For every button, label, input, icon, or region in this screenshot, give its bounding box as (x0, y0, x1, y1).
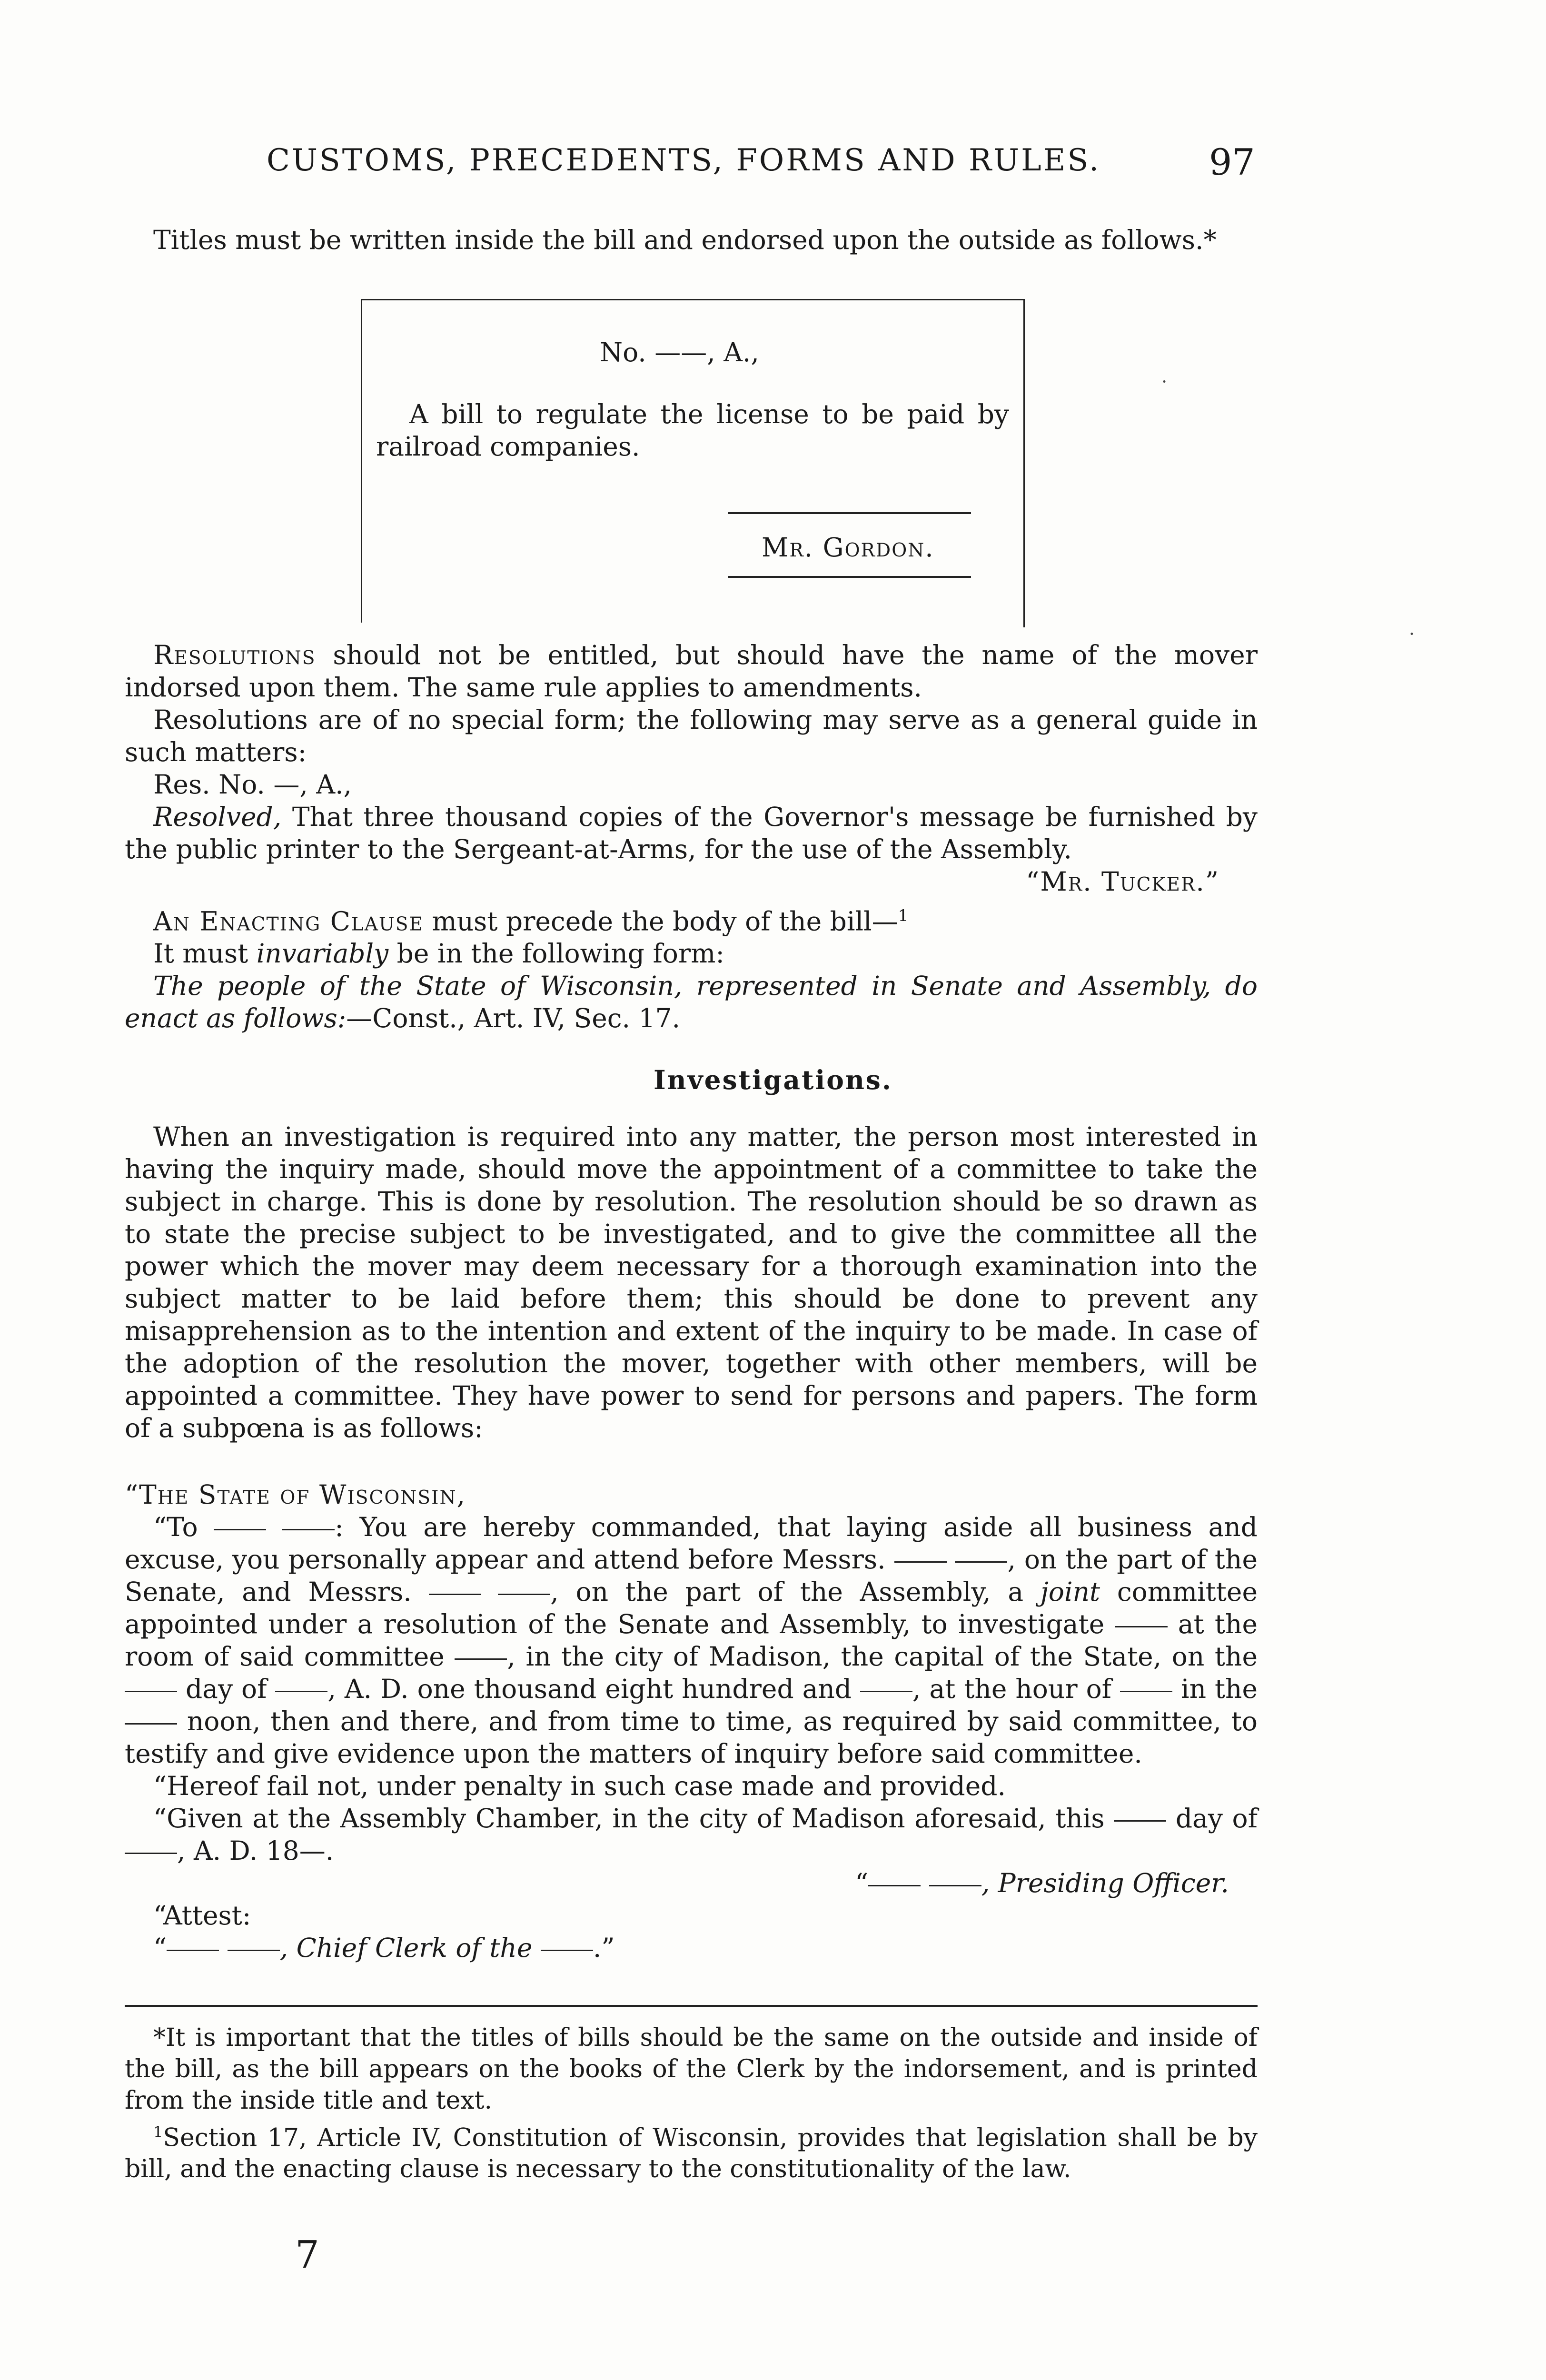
enacting-form (125, 970, 1258, 1034)
box-mover: Mr. Gordon. (762, 532, 934, 563)
subpoena-clerk: “ , Chief Clerk of the .” (153, 1933, 615, 1963)
subpoena-command: “To : You are hereby commanded, that laying aside all business and excuse, you personally appear and attend before Messrs. , on the part of the Senate, and Messrs. , on the part of the Assembly, a joint committee appointed under a resolution of the Senate and Assembly, to investigate at the room of said committee , in the city of Madison, the capital of the State, on the day of , A. D. one thousand eight hundred and , at the hour of in the noon, then and there, and from time to time, as required by said committee, to testify and give evidence upon the matters of inquiry before said committee. (125, 1512, 1258, 1769)
resolved-label: Resolved, (153, 802, 282, 832)
footnote-1: $^1$Section 17, Article IV, Constitution of Wisconsin, provides that legislation shall be by bill, and the enacting clause is necessary to the constitutionality of the law. (125, 2123, 1258, 2184)
box-left-border (361, 299, 362, 623)
box-number: No. ——, A., (600, 337, 759, 367)
blank-line (275, 1691, 327, 1692)
blank-line (894, 1561, 947, 1563)
enacting-citation: —Const., Art. IV, Sec. 17. (346, 1003, 680, 1034)
blank-line (228, 1950, 280, 1951)
box-rule-bottom (728, 576, 971, 578)
resolution-mover: “Mr. Tucker.” (1026, 866, 1219, 897)
subpoena-presiding: “ , Presiding Officer. (855, 1868, 1229, 1898)
subpoena-form (125, 1478, 1258, 1964)
blank-line (125, 1723, 177, 1725)
enacting-section (125, 900, 1258, 1034)
resolutions-label: Resolutions (153, 640, 316, 670)
print-speck: · (1409, 624, 1415, 645)
investigations-body: When an investigation is required into any matter, the person most interested in having the inquiry made, should move the appointment of a committee to take the subject in charge. This is done by resolution. The resolution should be so drawn as to state the precise subject to be investigated, and to give the committee all the power which the mover may deem necessary for a thorough examination into the subject matter to be laid before them; this should be done to prevent any misapprehension as to the intention and extent of the inquiry to be made. In case of the adoption of the resolution the mover, together with other members, will be appointed a committee. They have power to send for persons and papers. The form of a subpœna is as follows: (125, 1121, 1258, 1443)
box-bill-title: A bill to regulate the license to be paid by railroad companies. (376, 399, 1009, 462)
page-number: 97 (1209, 141, 1255, 183)
blank-line (955, 1561, 1007, 1563)
blank-line (929, 1885, 981, 1886)
footnote-rule (125, 2005, 1258, 2007)
running-title: CUSTOMS, PRECEDENTS, FORMS AND RULES. (267, 143, 1101, 178)
intro-text: Titles must be written inside the bill and endorsed upon the outside as follows.* (153, 225, 1217, 255)
enacting-paragraph: An Enacting Clause must precede the body of the bill—$^1$ (153, 906, 909, 937)
blank-line (1115, 1626, 1168, 1627)
box-rule-top (728, 512, 971, 514)
resolutions-paragraph-2: Resolutions are of no special form; the following may serve as a general guide in such matters: (125, 704, 1258, 767)
enacting-form-text: The people of the State of Wisconsin, represented in Senate and Assembly, do enact as follows: (125, 971, 1258, 1034)
blank-line (1120, 1691, 1172, 1692)
blank-line (125, 1853, 177, 1854)
resolution-number: Res. No. —, A., (153, 769, 352, 800)
blank-line (541, 1950, 593, 1951)
resolutions-section (125, 639, 1258, 898)
subpoena-given: “Given at the Assembly Chamber, in the city of Madison aforesaid, this day of , A. D. 18—. (125, 1802, 1258, 1867)
footnotes (125, 2022, 1258, 2185)
enacting-label: An Enacting Clause (153, 906, 424, 937)
subpoena-hereof: “Hereof fail not, under penalty in such case made and provided. (153, 1771, 1006, 1801)
blank-line (429, 1594, 481, 1595)
resolved-paragraph: Resolved, That three thousand copies of the Governor's message be furnished by the public printer to the Sergeant-at-Arms, for the use of the Assembly. (125, 802, 1258, 864)
signature-mark: 7 (295, 2232, 319, 2277)
print-speck: · (1161, 371, 1168, 392)
subpoena-state: “The State of Wisconsin, (125, 1479, 466, 1510)
footnote-ref-1: 1 (898, 906, 909, 925)
intro-paragraph (125, 224, 1258, 256)
subpoena-attest: “Attest: (153, 1900, 251, 1931)
blank-line (167, 1950, 219, 1951)
blank-line (455, 1658, 507, 1660)
blank-line (214, 1529, 266, 1530)
box-top-border (362, 299, 1023, 300)
box-right-border (1023, 299, 1025, 627)
footnote-asterisk: *It is important that the titles of bills should be the same on the outside and inside of the bill, as the bill appears on the books of the Clerk by the indorsement, and is printed from the inside title and text. (125, 2023, 1258, 2115)
blank-line (498, 1594, 550, 1595)
blank-line (125, 1691, 177, 1692)
blank-line (868, 1885, 921, 1886)
enacting-form-intro: It must invariably be in the following form: (153, 938, 724, 969)
resolutions-paragraph-1: Resolutions should not be entitled, but should have the name of the mover indorsed upon them. The same rule applies to amendments. (125, 640, 1258, 703)
investigations-heading: Investigations. (653, 1064, 893, 1095)
blank-line (1114, 1820, 1166, 1822)
blank-line (282, 1529, 335, 1530)
blank-line (860, 1691, 912, 1692)
